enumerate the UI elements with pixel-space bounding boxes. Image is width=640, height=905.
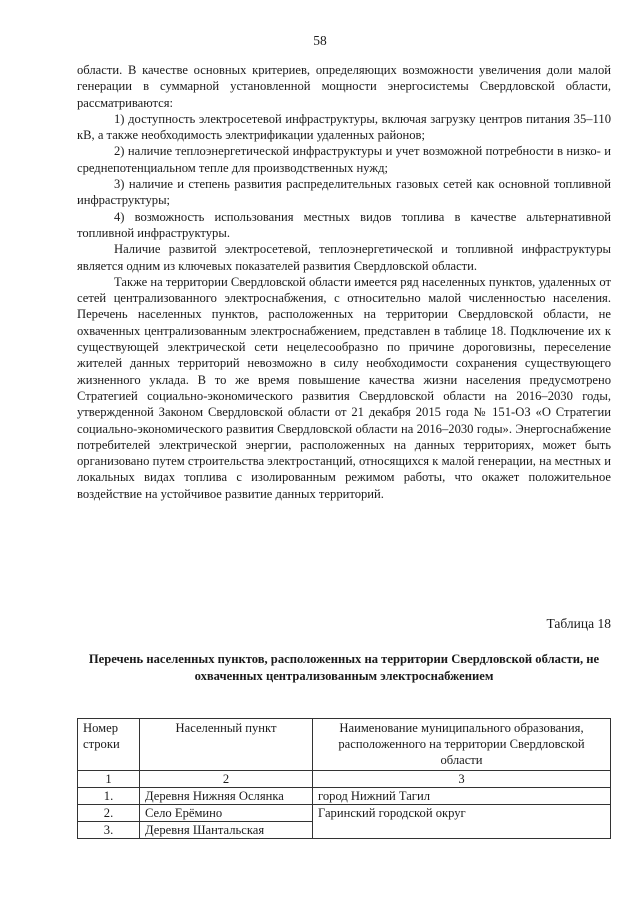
header-settlement: Населенный пункт [140, 719, 313, 771]
paragraph: Наличие развитой электросетевой, теплоэнергетической и топливной инфраструктуры является одним из ключевых показателей развития Свердловской области. [77, 242, 611, 273]
header-municipality: Наименование муниципального образования, расположенного на территории Свердловской области [313, 719, 611, 771]
list-item: 4) возможность использования местных видов топлива в качестве альтернативной топливной инфраструктуры. [77, 209, 611, 240]
column-number: 3 [313, 771, 611, 788]
settlement-name: Деревня Шантальская [140, 822, 313, 839]
row-number: 1. [78, 788, 140, 805]
table-header-row [78, 719, 611, 771]
table-row [78, 788, 611, 805]
settlement-name: Село Ерёмино [140, 805, 313, 822]
paragraph: Также на территории Свердловской области имеется ряд населенных пунктов, удаленных от сетей централизованного электроснабжения, с относительно малой численностью населения. Перечень населенных пунктов, расположенных на территории Свердловской области, не охваченных централизованным электроснабжением, представлен в таблице 18. Подключение их к существующей электрической сети нецелесообразно по причине дороговизны, переселение жителей данных территорий невозможно в силу необходимости сохранения существующего жизненного уклада. В то же время повышение качества жизни населения предусмотрено Стратегией социально-экономического развития Свердловской области на 2016–2030 годы, утвержденной Законом Свердловской области от 21 декабря 2015 года № 151-ОЗ «О Стратегии социально-экономического развития Свердловской области на 2016–2030 годы». Энергоснабжение потребителей электрической энергии, расположенных на данных территориях, может быть организовано путем строительства электростанций, относящихся к малой генерации, на местных и локальных видах топлива с изолированным режимом работы, что окажет положительное воздействие на устойчивое развитие данных территорий. [77, 274, 611, 501]
table-row [78, 805, 611, 822]
settlement-name: Деревня Нижняя Ослянка [140, 788, 313, 805]
municipality-name: город Нижний Тагил [313, 788, 611, 805]
column-number: 1 [78, 771, 140, 788]
paragraph: области. В качестве основных критериев, определяющих возможности увеличения доли малой генерации в суммарной установленной мощности энергосистемы Свердловской области, рассматриваются: [77, 63, 611, 110]
header-row-number: Номер строки [78, 719, 140, 771]
column-number: 2 [140, 771, 313, 788]
list-item: 3) наличие и степень развития распределительных газовых сетей как основной топливной инфраструктуры; [77, 177, 611, 208]
list-item: 2) наличие теплоэнергетической инфраструктуры и учет возможной потребности в низко- и среднепотенциальном тепле для производственных нужд; [77, 144, 611, 175]
row-number: 3. [78, 822, 140, 839]
table-title: Перечень населенных пунктов, расположенных на территории Свердловской области, не охваченных централизованным электроснабжением [88, 652, 600, 683]
list-item: 1) доступность электросетевой инфраструктуры, включая загрузку центров питания 35–110 кВ, а также необходимость электрификации удаленных районов; [77, 111, 611, 143]
body-text [77, 62, 611, 502]
row-number: 2. [78, 805, 140, 822]
municipality-name: Гаринский городской округ [313, 805, 611, 839]
settlements-table [77, 718, 611, 839]
table-column-numbers-row [78, 771, 611, 788]
page-number: 58 [313, 33, 327, 48]
table-label: Таблица 18 [546, 616, 611, 631]
